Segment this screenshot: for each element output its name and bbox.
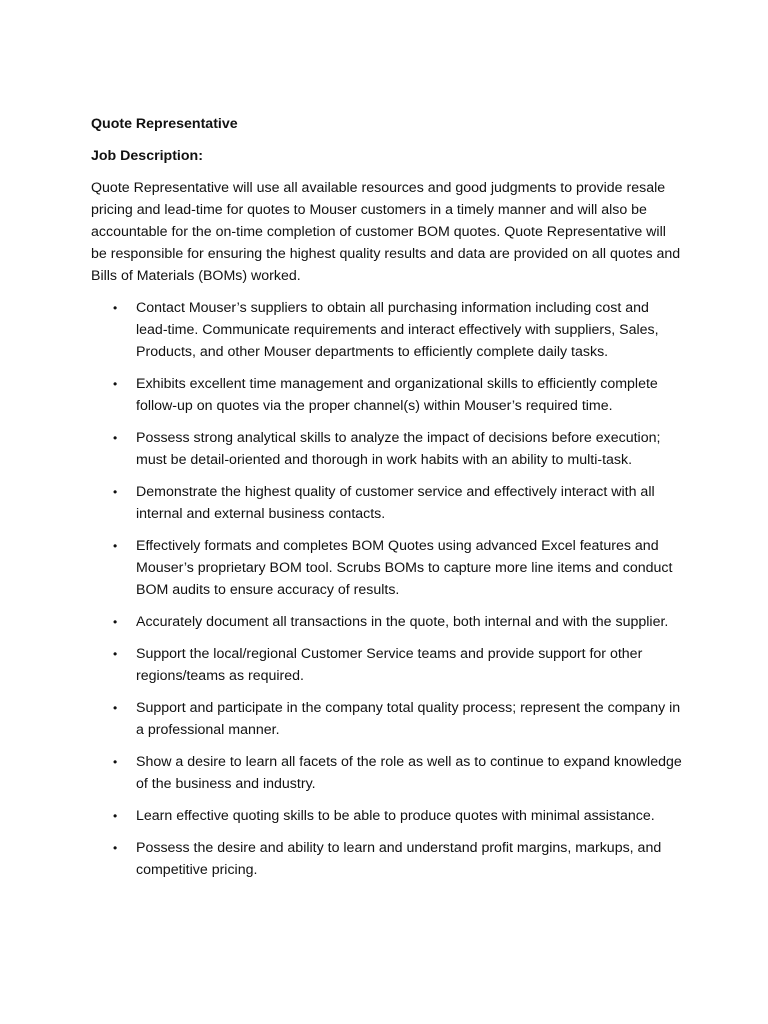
list-item (91, 805, 683, 827)
list-item (91, 427, 683, 471)
duties-list (91, 297, 683, 881)
list-item (91, 611, 683, 633)
bullet-icon: • (113, 701, 118, 715)
list-item (91, 481, 683, 525)
bullet-icon: • (113, 485, 118, 499)
document-page (91, 113, 683, 891)
list-item (91, 697, 683, 741)
list-item-text: Demonstrate the highest quality of customer service and effectively interact with all internal and external business contacts. (136, 484, 655, 522)
list-item-text: Possess the desire and ability to learn and understand profit margins, markups, and competitive pricing. (136, 840, 662, 878)
intro-paragraph: Quote Representative will use all available resources and good judgments to provide resale pricing and lead-time for quotes to Mouser customers in a timely manner and will also be accountable for the on-time completion of customer BOM quotes. Quote Representative will be responsible for ensuring the highest quality results and data are provided on all quotes and Bills of Materials (BOMs) worked. (91, 180, 681, 284)
list-item-text: Support the local/regional Customer Service teams and provide support for other regions/teams as required. (136, 646, 643, 684)
bullet-icon: • (113, 301, 118, 315)
bullet-icon: • (113, 755, 118, 769)
job-description-heading: Job Description: (91, 148, 203, 164)
list-item-text: Effectively formats and completes BOM Quotes using advanced Excel features and Mouser’s proprietary BOM tool. Scrubs BOMs to capture more line items and conduct BOM audits to ensure accuracy of results. (136, 538, 673, 598)
bullet-icon: • (113, 431, 118, 445)
bullet-icon: • (113, 841, 118, 855)
list-item (91, 373, 683, 417)
bullet-icon: • (113, 647, 118, 661)
bullet-icon: • (113, 615, 118, 629)
list-item-text: Support and participate in the company total quality process; represent the company in a professional manner. (136, 700, 681, 738)
list-item-text: Possess strong analytical skills to analyze the impact of decisions before execution; must be detail-oriented and thorough in work habits with an ability to multi-task. (136, 430, 661, 468)
bullet-icon: • (113, 377, 118, 391)
list-item-text: Accurately document all transactions in the quote, both internal and with the supplier. (136, 614, 669, 630)
list-item-text: Show a desire to learn all facets of the role as well as to continue to expand knowledge of the business and industry. (136, 754, 682, 792)
list-item-text: Contact Mouser’s suppliers to obtain all purchasing information including cost and lead-time. Communicate requirements and interact effectively with suppliers, Sales, Products, and other Mouser departments to efficiently complete daily tasks. (136, 300, 659, 360)
list-item (91, 535, 683, 601)
document-title: Quote Representative (91, 116, 238, 132)
bullet-icon: • (113, 539, 118, 553)
list-item (91, 751, 683, 795)
bullet-icon: • (113, 809, 118, 823)
list-item (91, 297, 683, 363)
list-item-text: Exhibits excellent time management and organizational skills to efficiently complete follow-up on quotes via the proper channel(s) within Mouser’s required time. (136, 376, 658, 414)
list-item (91, 643, 683, 687)
list-item (91, 837, 683, 881)
list-item-text: Learn effective quoting skills to be able to produce quotes with minimal assistance. (136, 808, 655, 824)
